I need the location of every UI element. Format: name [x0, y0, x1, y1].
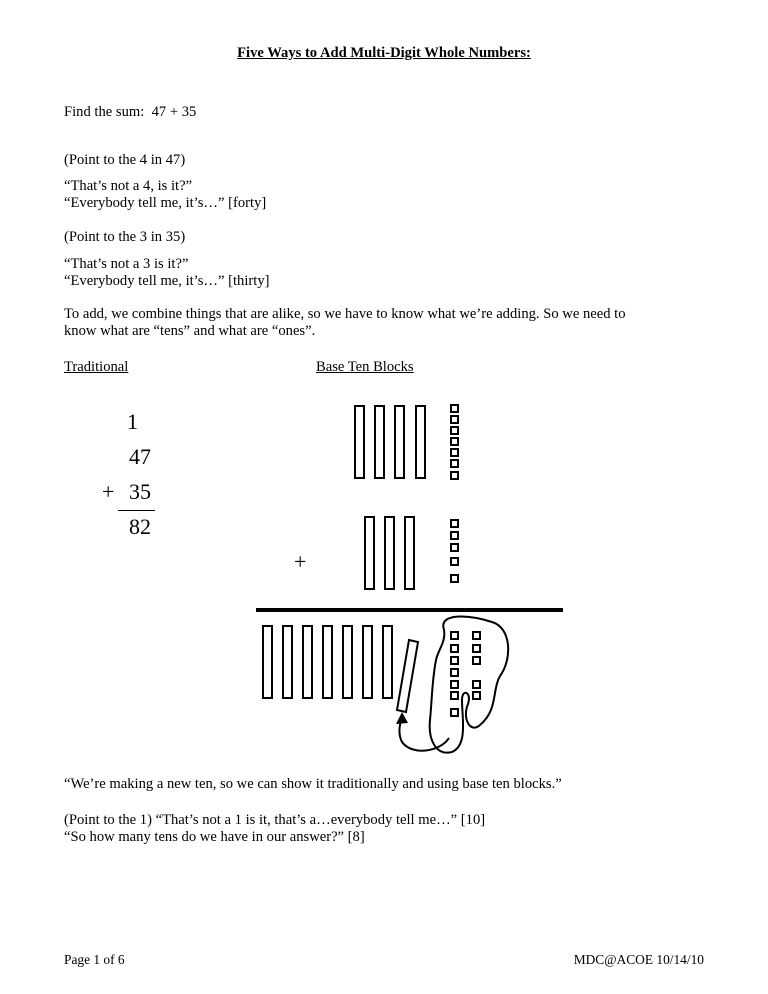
- quote-line: “That’s not a 4, is it?”: [64, 178, 193, 194]
- unit-cube: [473, 692, 480, 699]
- ten-rod: [323, 626, 332, 698]
- ten-rod: [365, 517, 374, 589]
- unit-cube: [451, 681, 458, 688]
- unit-cube: [451, 645, 458, 652]
- unit-cube: [473, 681, 480, 688]
- unit-cube: [451, 632, 458, 639]
- instruction-point-4: (Point to the 4 in 47): [64, 152, 186, 168]
- ten-rod: [283, 626, 292, 698]
- unit-cube: [451, 427, 458, 434]
- unit-cube: [451, 558, 458, 565]
- ten-rod: [385, 517, 394, 589]
- paragraph-line: To add, we combine things that are alike, so we have to know what we’re adding. So we need to: [64, 306, 626, 322]
- page-number: Page 1 of 6: [64, 952, 125, 967]
- unit-cube: [451, 449, 458, 456]
- prompt-expression: 47 + 35: [151, 104, 197, 120]
- unit-cube: [451, 416, 458, 423]
- unit-cube: [473, 632, 480, 639]
- prompt-label: Find the sum:: [64, 104, 145, 120]
- unit-cube: [451, 657, 458, 664]
- unit-cube: [451, 405, 458, 412]
- ten-rod: [416, 406, 425, 478]
- ten-rod: [263, 626, 272, 698]
- unit-cube: [451, 438, 458, 445]
- addend-2: 35: [129, 479, 151, 504]
- unit-cube: [451, 669, 458, 676]
- unit-cube: [451, 520, 458, 527]
- unit-cube: [451, 544, 458, 551]
- heading-traditional: Traditional: [64, 359, 129, 375]
- paragraph-line: (Point to the 1) “That’s not a 1 is it, that’s a…everybody tell me…” [10]: [64, 812, 486, 828]
- heading-base-ten-blocks: Base Ten Blocks: [316, 359, 414, 375]
- quote-line: “That’s not a 3 is it?”: [64, 256, 189, 272]
- answer-line: [256, 608, 563, 612]
- unit-cube: [451, 532, 458, 539]
- ten-rod: [363, 626, 372, 698]
- unit-cube: [451, 460, 458, 467]
- unit-cube: [451, 472, 458, 479]
- ten-rod: [343, 626, 352, 698]
- unit-cube: [473, 645, 480, 652]
- carry-digit: 1: [127, 409, 138, 434]
- blocks-plus-sign: +: [294, 549, 307, 574]
- paragraph-line: know what are “tens” and what are “ones”.: [64, 323, 316, 339]
- plus-sign: +: [102, 479, 115, 504]
- ten-rod: [303, 626, 312, 698]
- unit-cube: [451, 709, 458, 716]
- page-title: Five Ways to Add Multi-Digit Whole Numbers:: [237, 45, 531, 61]
- addend-1: 47: [129, 444, 151, 469]
- footer-id: MDC@ACOE 10/14/10: [573, 952, 704, 967]
- paragraph-line: “So how many tens do we have in our answer?” [8]: [64, 829, 365, 845]
- new-ten-rod: [397, 640, 418, 712]
- paragraph-line: “We’re making a new ten, so we can show it traditionally and using base ten blocks.”: [64, 776, 562, 792]
- ten-rod: [395, 406, 404, 478]
- quote-line: “Everybody tell me, it’s…” [forty]: [64, 195, 267, 211]
- ten-rod: [375, 406, 384, 478]
- unit-cube: [451, 575, 458, 582]
- unit-cube: [451, 692, 458, 699]
- ten-rod: [355, 406, 364, 478]
- instruction-point-3: (Point to the 3 in 35): [64, 229, 186, 245]
- ten-rod: [405, 517, 414, 589]
- quote-line: “Everybody tell me, it’s…” [thirty]: [64, 273, 270, 289]
- ten-rod: [383, 626, 392, 698]
- unit-cube: [473, 657, 480, 664]
- grouping-loop: [430, 617, 508, 753]
- sum-result: 82: [129, 514, 151, 539]
- arrow-head: [396, 712, 408, 724]
